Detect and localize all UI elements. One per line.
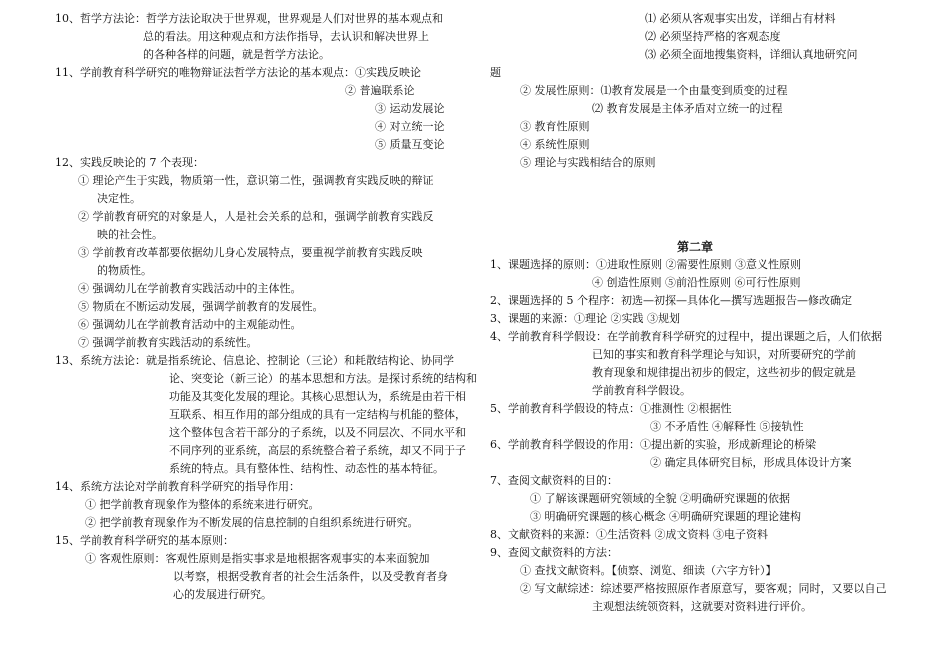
- text-line: ④ 对立统一论: [375, 120, 445, 133]
- text-line: 系统的特点。具有整体性、结构性、动态性的基本特征。: [169, 462, 444, 475]
- text-line: 不同序列的亚系统，高层的系统整合着子系统，却又不同于子: [169, 444, 466, 457]
- text-line: ② 确定具体研究目标，形成具体设计方案: [650, 456, 852, 469]
- text-line: 学前教育科学假设。: [592, 384, 691, 397]
- text-line: 映的社会性。: [97, 228, 163, 241]
- text-line: 功能及其变化发展的理论。其核心思想认为，系统是由若干相: [169, 390, 466, 403]
- text-line: ④ 创造性原则 ⑤前沿性原则 ⑥可行性原则: [592, 276, 801, 289]
- text-line: ⑥ 强调幼儿在学前教育活动中的主观能动性。: [78, 318, 302, 331]
- text-line: ⑵ 教育发展是主体矛盾对立统一的过程: [592, 102, 783, 115]
- text-line: ⑤ 物质在不断运动发展，强调学前教育的发展性。: [78, 300, 324, 313]
- text-line: ① 理论产生于实践，物质第一性，意识第二性，强调教育实践反映的辩证: [78, 174, 434, 187]
- text-line: 的物质性。: [97, 264, 152, 277]
- left-column: [55, 10, 475, 604]
- text-line: 总的看法。用这种观点和方法作指导，去认识和解决世界上: [143, 30, 429, 43]
- text-line: 8、文献资料的来源：①生活资料 ②成文资料 ③电子资料: [490, 528, 768, 541]
- text-line: ① 客观性原则：客观性原则是指实事求是地根据客观事实的本来面貌加: [85, 552, 430, 565]
- text-line: ⑵ 必须坚持严格的客观态度: [645, 30, 781, 43]
- text-line: 互联系、相互作用的部分组成的具有一定结构与机能的整体，: [169, 408, 466, 421]
- right-top-section: [490, 10, 900, 172]
- text-line: 这个整体包含若干部分的子系统，以及不同层次、不同水平和: [169, 426, 466, 439]
- text-line: ⑴ 必须从客观事实出发，详细占有材料: [645, 12, 836, 25]
- text-line: 4、学前教育科学假设：在学前教育科学研究的过程中，提出课题之后，人们依据: [490, 330, 882, 343]
- text-line: ⑶ 必须全面地搜集资料，详细认真地研究问: [645, 48, 858, 61]
- text-line: 12、实践反映论的 7 个表现：: [55, 156, 204, 169]
- chapter-heading: 第二章: [676, 240, 713, 254]
- text-line: 7、查阅文献资料的目的：: [490, 474, 618, 487]
- text-line: 2、课题选择的 5 个程序：初选—初探—具体化—撰写选题报告—修改确定: [490, 294, 852, 307]
- text-line: ④ 强调幼儿在学前教育实践活动中的主体性。: [78, 282, 302, 295]
- text-line: 主观想法统领资料，这就要对资料进行评价。: [592, 600, 812, 613]
- text-line: ③ 不矛盾性 ④解释性 ⑤接轨性: [650, 420, 804, 433]
- right-bottom-section: [490, 256, 900, 616]
- text-line: 5、学前教育科学假设的特点：①推测性 ②根据性: [490, 402, 732, 415]
- text-line: 论、突变论（新三论）的基本思想和方法。是探讨系统的结构和: [169, 372, 477, 385]
- text-line: 决定性。: [97, 192, 141, 205]
- text-line: ③ 教育性原则: [520, 120, 590, 133]
- text-line: 11、学前教育科学研究的唯物辩证法哲学方法论的基本观点：①实践反映论: [55, 66, 421, 79]
- text-line: ③ 学前教育改革都要依据幼儿身心发展特点，要重视学前教育实践反映: [78, 246, 423, 259]
- text-line: 教育现象和规律提出初步的假定，这些初步的假定就是: [592, 366, 856, 379]
- text-line: 10、哲学方法论：哲学方法论取决于世界观，世界观是人们对世界的基本观点和: [55, 12, 443, 25]
- text-line: ② 普遍联系论: [345, 84, 415, 97]
- text-line: 13、系统方法论：就是指系统论、信息论、控制论（三论）和耗散结构论、协同学: [55, 354, 454, 367]
- text-line: ③ 运动发展论: [375, 102, 445, 115]
- text-line: ② 把学前教育现象作为不断发展的信息控制的自组织系统进行研究。: [85, 516, 419, 529]
- text-line: 14、系统方法论对学前教育科学研究的指导作用：: [55, 480, 300, 493]
- text-line: ③ 明确研究课题的核心概念 ④明确研究课题的理论建构: [530, 510, 801, 523]
- text-line: ① 查找文献资料。【侦察、浏览、细读（六字方针）】: [520, 564, 777, 577]
- text-line: ① 把学前教育现象作为整体的系统来进行研究。: [85, 498, 320, 511]
- text-line: ② 发展性原则：⑴教育发展是一个由量变到质变的过程: [520, 84, 788, 97]
- text-line: ② 写文献综述：综述要严格按照原作者原意写，要客观；同时，又要以自己: [520, 582, 887, 595]
- text-line: ② 学前教育研究的对象是人，人是社会关系的总和，强调学前教育实践反: [78, 210, 434, 223]
- text-line: 6、学前教育科学假设的作用：①提出新的实验，形成新理论的桥梁: [490, 438, 816, 451]
- right-column: [490, 10, 900, 616]
- text-line: 已知的事实和教育科学理论与知识，对所要研究的学前: [592, 348, 856, 361]
- text-line: 以考察，根据受教育者的社会生活条件，以及受教育者身: [173, 570, 448, 583]
- text-line: ⑤ 理论与实践相结合的原则: [520, 156, 656, 169]
- text-line: 3、课题的来源：①理论 ②实践 ③规划: [490, 312, 680, 325]
- spacer: [490, 172, 900, 230]
- text-line: 15、学前教育科学研究的基本原则：: [55, 534, 234, 547]
- text-line: 9、查阅文献资料的方法：: [490, 546, 618, 559]
- text-line: 心的发展进行研究。: [173, 588, 272, 601]
- text-line: 1、课题选择的原则：①进取性原则 ②需要性原则 ③意义性原则: [490, 258, 801, 271]
- text-line: ⑦ 强调学前教育实践活动的系统性。: [78, 336, 258, 349]
- text-line: 的各种各样的问题，就是哲学方法论。: [143, 48, 330, 61]
- text-line: ④ 系统性原则: [520, 138, 590, 151]
- text-line: ① 了解该课题研究领域的全貌 ②明确研究课题的依据: [530, 492, 790, 505]
- text-line: 题: [490, 66, 501, 79]
- text-line: ⑤ 质量互变论: [375, 138, 445, 151]
